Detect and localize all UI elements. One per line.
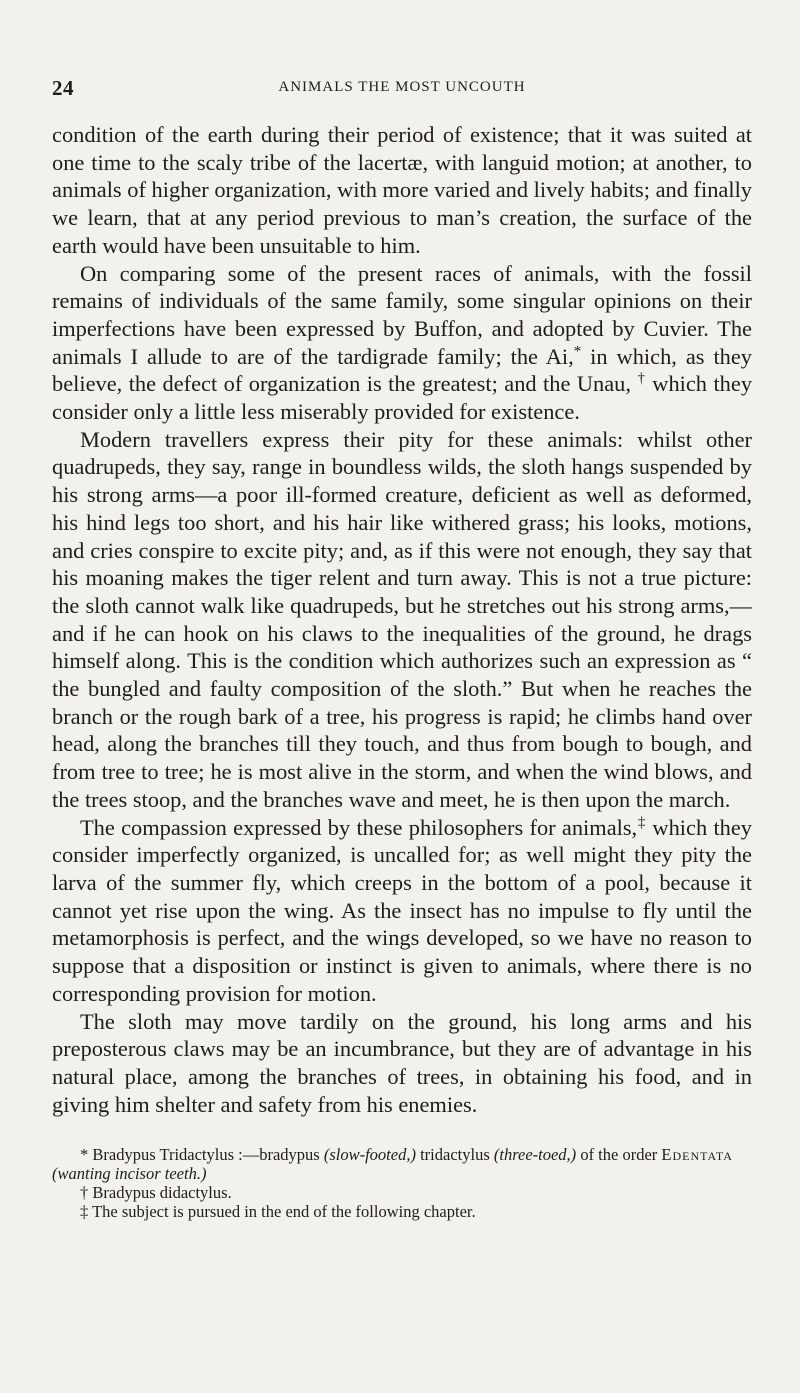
footnote-2-mark: † (80, 1183, 89, 1203)
paragraph-1 (52, 121, 752, 260)
paragraph-2-text-a: On comparing some of the present races of animals, with the fossil remains of individuals of the same family, some singular opinions on their imperfections have been expressed by Buffon, and adopted by Cuvier. The animals I allude to are of the tardigrade family; the Ai, (52, 260, 752, 369)
footnote-1 (52, 1145, 752, 1183)
paragraph-2-text-b: in which, as they believe, the defect of organization is the greatest; and the Unau, (52, 343, 752, 397)
footnotes (52, 1145, 752, 1221)
running-title: ANIMALS THE MOST UNCOUTH (278, 79, 526, 95)
body-text (52, 121, 752, 1118)
footnote-1-italic-c: (wanting incisor teeth.) (52, 1164, 207, 1184)
footnote-1-mark: * (80, 1145, 89, 1165)
footnote-3-mark: ‡ (80, 1202, 89, 1222)
footnote-1-order-name: Edentata (661, 1145, 733, 1165)
footnote-3 (52, 1202, 752, 1221)
footnote-2 (52, 1183, 752, 1202)
footnote-3-text: The subject is pursued in the end of the following chapter. (92, 1202, 476, 1222)
page-number: 24 (52, 76, 74, 100)
footnote-1-italic-b: (three-toed,) (493, 1145, 577, 1165)
paragraph-4 (52, 814, 752, 1008)
footnote-ref-double-dagger: ‡ (637, 814, 647, 831)
paragraph-4-text-b: which they consider imperfectly organized, is uncalled for; as well might they pity the larva of the summer fly, which creeps in the bottom of a pool, because it cannot yet rise upon the wing. As the insect has no impulse to fly until the metamorphosis is perfect, and the wings developed, so we have no reason to suppose that a disposition or instinct is given to animals, where there is no corresponding provision for motion. (52, 814, 753, 1006)
footnote-1-text-c: of the order (580, 1145, 658, 1165)
paragraph-4-text-a: The compassion expressed by these philosophers for animals, (80, 814, 638, 840)
paragraph-2-text-c: which they consider only a little less miserably provided for existence. (52, 371, 753, 425)
footnote-1-text-b: tridactylus (420, 1145, 490, 1165)
footnote-ref-dagger: † (637, 370, 646, 387)
paragraph-3-text: Modern travellers express their pity for these animals: whilst other quadrupeds, they say, range in boundless wilds, the sloth hangs suspended by his strong arms—a poor ill-formed creature, deficient as well as deformed, his hind legs too short, and his hair like withered grass; his looks, motions, and cries conspire to excite pity; and, as if this were not enough, they say that his moaning makes the tiger relent and turn away. This is not a true picture: the sloth cannot walk like quadrupeds, but he stretches out his strong arms,—and if he can hook on his claws to the inequalities of the ground, he drags himself along. This is the condition which authorizes such an expression as “ the bungled and faulty composition of the sloth.” But when he reaches the branch or the rough bark of a tree, his progress is rapid; he climbs hand over head, along the branches till they touch, and thus from bough to bough, and from tree to tree; he is most alive in the storm, and when the wind blows, and the trees stoop, and the branches wave and meet, he is then upon the march. (52, 426, 752, 812)
footnote-1-italic-a: (slow-footed,) (323, 1145, 416, 1165)
paragraph-2 (52, 260, 752, 426)
footnote-2-text: Bradypus didactylus. (92, 1183, 232, 1203)
footnote-1-text-a: Bradypus Tridactylus :—bradypus (92, 1145, 320, 1165)
paragraph-5 (52, 1008, 752, 1119)
footnote-ref-asterisk: * (573, 343, 582, 360)
paragraph-1-text: condition of the earth during their period of existence; that it was suited at one time to the scaly tribe of the lacertæ, with languid motion; at another, to animals of higher organization, with more varied and lively habits; and finally we learn, that at any period previous to man’s creation, the surface of the earth would have been unsuitable to him. (52, 122, 752, 258)
paragraph-3 (52, 426, 752, 814)
paragraph-5-text: The sloth may move tardily on the ground, his long arms and his preposterous claws may be an incumbrance, but they are of advantage in his natural place, among the branches of trees, in obtaining his food, and in giving him shelter and safety from his enemies. (52, 1008, 752, 1117)
book-page (52, 76, 752, 1221)
running-head (52, 76, 752, 102)
